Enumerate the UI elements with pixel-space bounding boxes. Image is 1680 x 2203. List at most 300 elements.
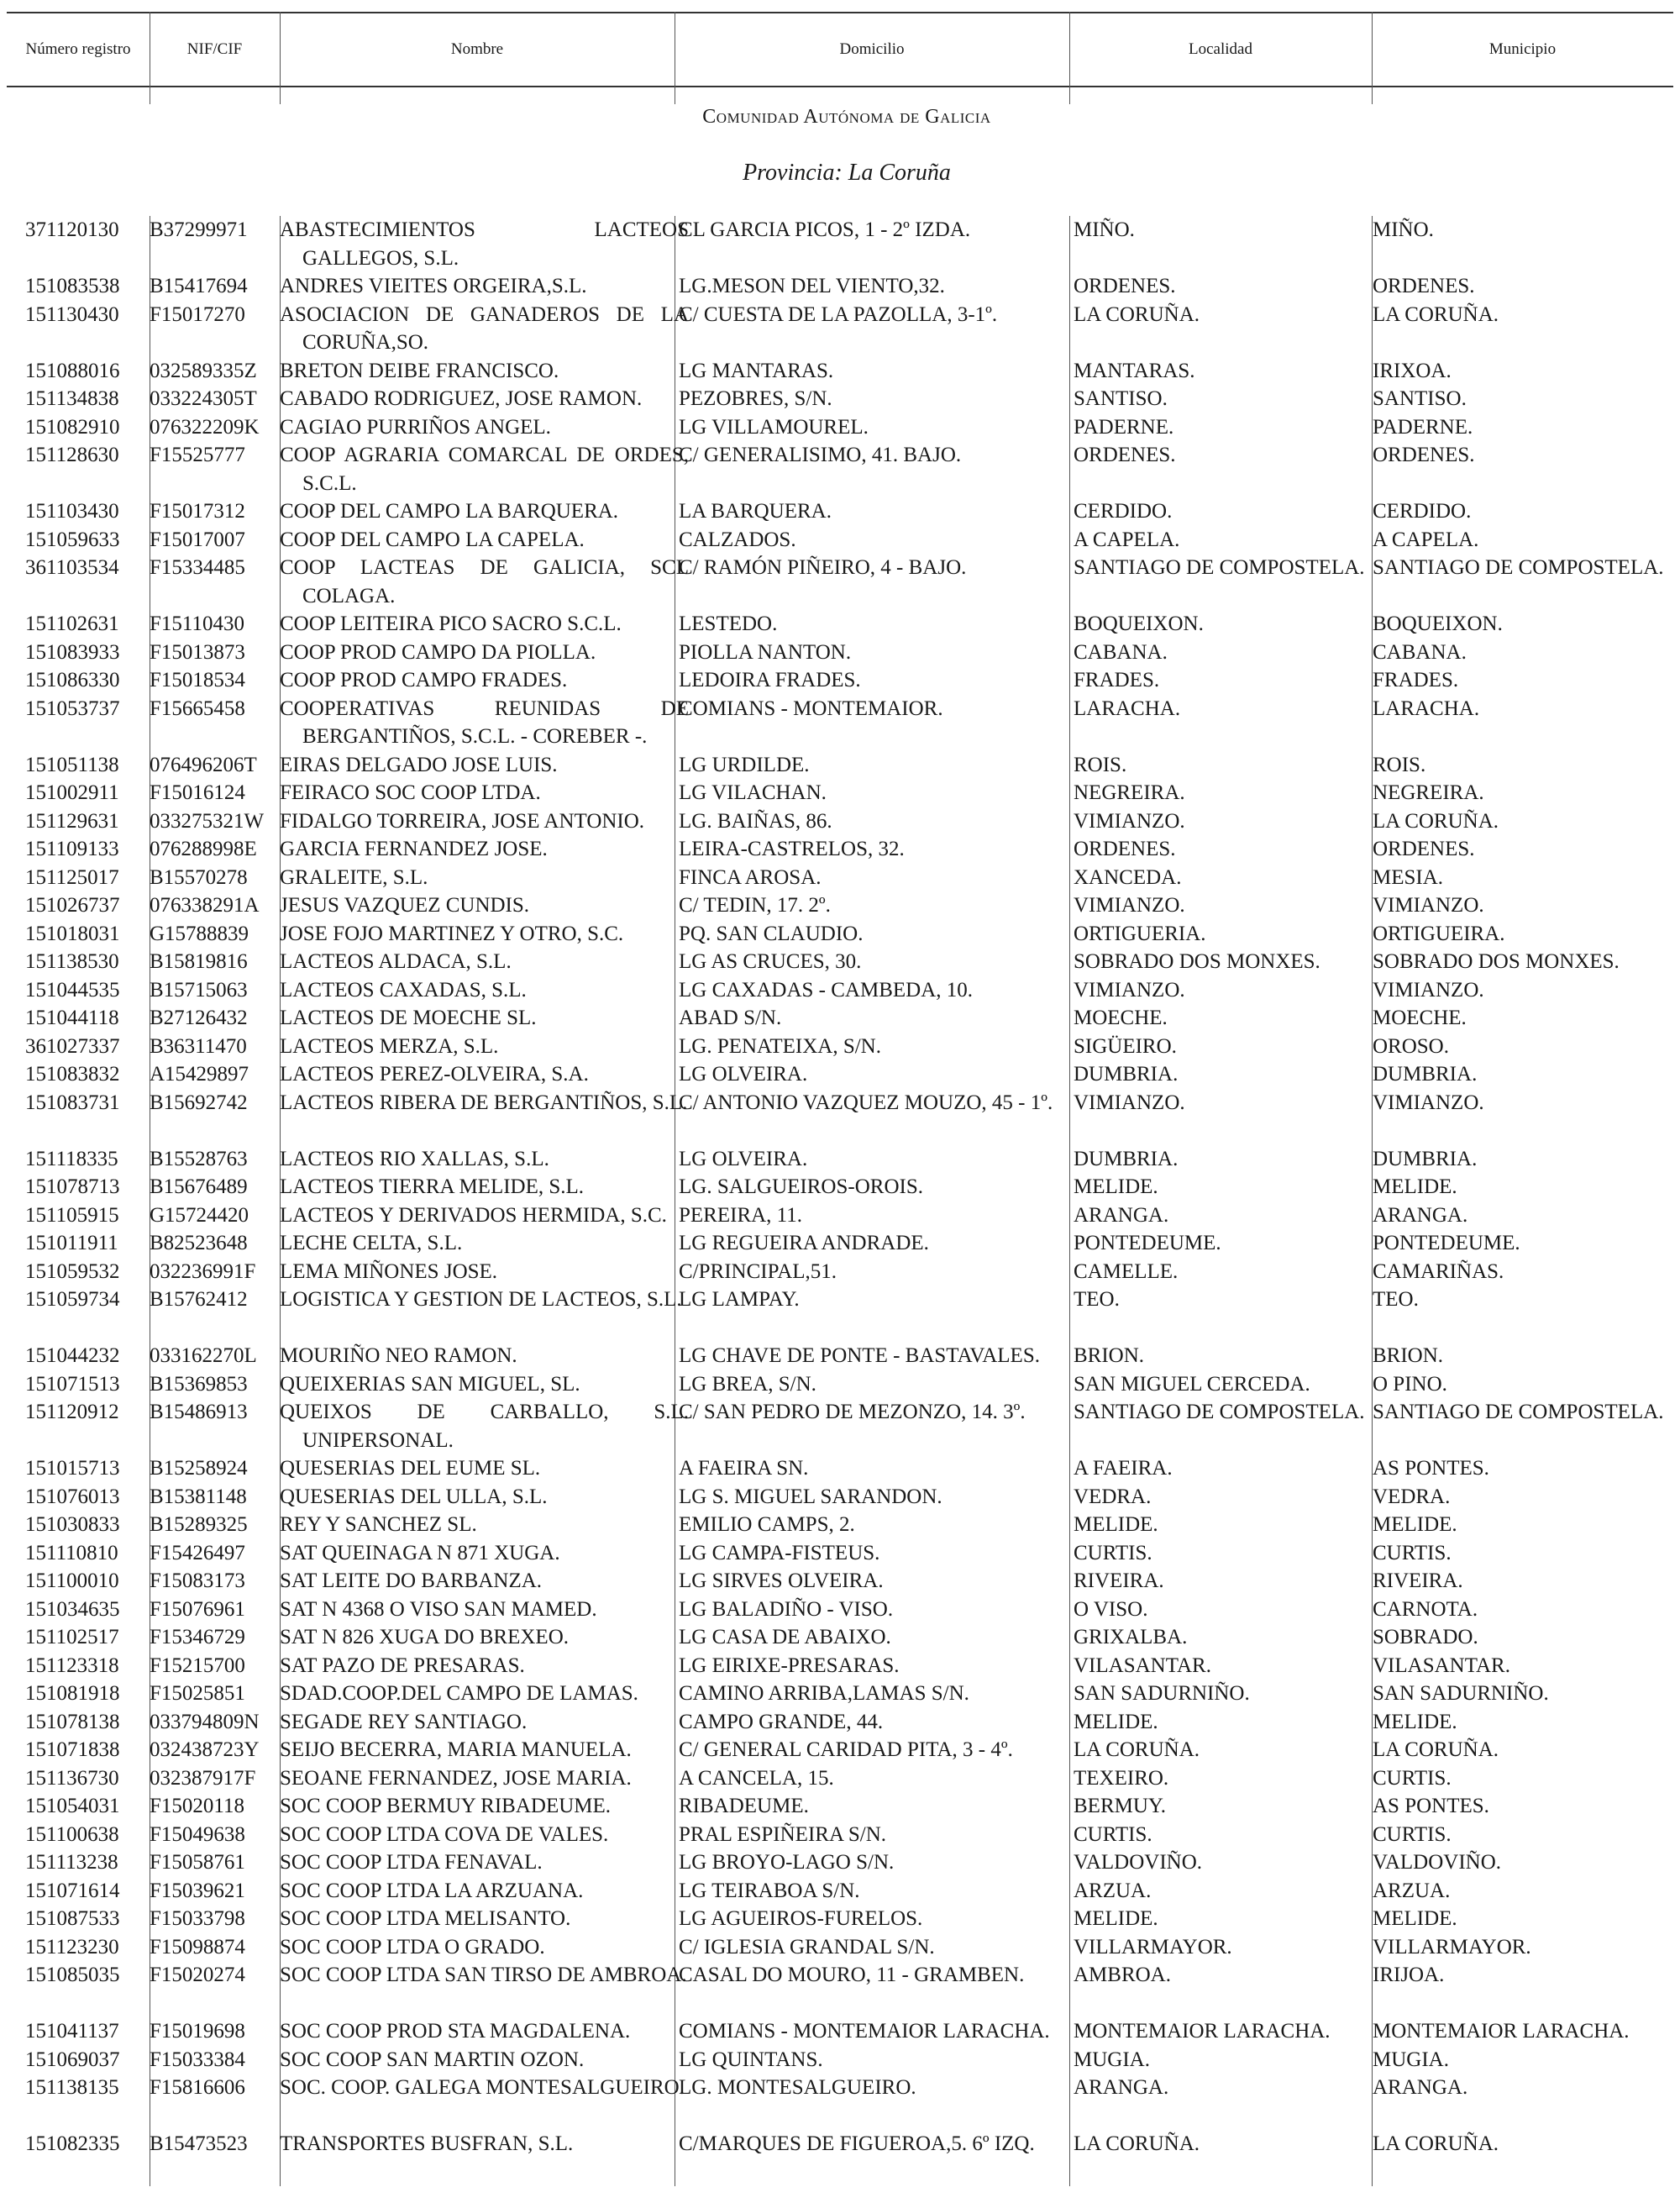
cell-localidad: VILASANTAR. <box>1074 1654 1211 1677</box>
cell-numero-registro: 151138135 <box>25 2076 119 2099</box>
cell-numero-registro: 151051138 <box>25 753 119 776</box>
cell-nombre: LACTEOS MERZA, S.L. <box>280 1034 499 1058</box>
cell-nombre: COOP DEL CAMPO LA CAPELA. <box>280 528 585 551</box>
cell-nombre: SEGADE REY SANTIAGO. <box>280 1710 528 1733</box>
cell-domicilio: CL GARCIA PICOS, 1 - 2º IZDA. <box>679 218 971 241</box>
cell-nombre: TRANSPORTES BUSFRAN, S.L. <box>280 2132 574 2155</box>
cell-nif-cif: 032589335Z <box>150 359 257 382</box>
cell-municipio: CURTIS. <box>1373 1822 1452 1846</box>
cell-localidad: PONTEDEUME. <box>1074 1232 1221 1254</box>
cell-municipio: ROIS. <box>1373 753 1426 776</box>
cell-municipio: ORDENES. <box>1373 444 1475 466</box>
cell-municipio: VILLARMAYOR. <box>1373 1935 1531 1959</box>
table-row <box>7 1033 1673 1061</box>
cell-nombre: SOC COOP LTDA LA ARZUANA. <box>280 1879 584 1902</box>
cell-municipio: VILASANTAR. <box>1373 1654 1510 1677</box>
cell-numero-registro: 151103430 <box>25 500 119 523</box>
cell-localidad: A CAPELA. <box>1074 528 1180 551</box>
cell-numero-registro: 151100010 <box>25 1569 119 1592</box>
cell-localidad: ORDENES. <box>1074 838 1176 860</box>
cell-nombre: SAT N 826 XUGA DO BREXEO. <box>280 1626 570 1648</box>
table-row <box>7 1229 1673 1258</box>
table-row <box>7 413 1673 442</box>
cell-numero-registro: 151123230 <box>25 1935 119 1959</box>
table-row <box>7 1398 1673 1454</box>
cell-domicilio: C/MARQUES DE FIGUEROA,5. 6º IZQ. <box>679 2132 1035 2155</box>
cell-municipio: VIMIANZO. <box>1373 894 1484 917</box>
cell-nif-cif: B15528763 <box>150 1147 248 1170</box>
cell-nif-cif: F15020274 <box>150 1964 245 1986</box>
cell-domicilio: C/ IGLESIA GRANDAL S/N. <box>679 1935 935 1959</box>
cell-nombre: LACTEOS RIBERA DE BERGANTIÑOS, S.L. <box>280 1091 688 1114</box>
cell-municipio: MELIDE. <box>1373 1907 1457 1930</box>
cell-localidad: MELIDE. <box>1074 1907 1158 1930</box>
table-row <box>7 441 1673 497</box>
cell-numero-registro: 151134838 <box>25 387 119 410</box>
cell-localidad: VEDRA. <box>1074 1485 1152 1508</box>
cell-nif-cif: 032387917F <box>150 1766 256 1790</box>
cell-nombre: CABADO RODRIGUEZ, JOSE RAMON. <box>280 387 643 410</box>
cell-localidad: ORDENES. <box>1074 444 1176 466</box>
cell-numero-registro: 361103534 <box>25 556 119 579</box>
cell-numero-registro: 151059532 <box>25 1259 120 1283</box>
cell-municipio: BOQUEIXON. <box>1373 613 1503 635</box>
cell-nombre: CAGIAO PURRIÑOS ANGEL. <box>280 415 551 439</box>
cell-domicilio: C/ SAN PEDRO DE MEZONZO, 14. 3º. <box>679 1401 1026 1423</box>
cell-domicilio: LG VILLAMOUREL. <box>679 415 869 439</box>
cell-nombre: COOP PROD CAMPO FRADES. <box>280 669 568 691</box>
cell-localidad: MELIDE. <box>1074 1175 1158 1198</box>
cell-domicilio: LG AGUEIROS-FURELOS. <box>679 1907 923 1930</box>
cell-nif-cif: 076322209K <box>150 415 260 439</box>
cell-nombre: QUESERIAS DEL ULLA, S.L. <box>280 1485 548 1508</box>
cell-nombre: QUESERIAS DEL EUME SL. <box>280 1457 541 1480</box>
cell-domicilio: PRAL ESPIÑEIRA S/N. <box>679 1822 887 1846</box>
table-row <box>7 301 1673 357</box>
table-row <box>7 1680 1673 1708</box>
cell-nombre: GARCIA FERNANDEZ JOSE. <box>280 838 548 860</box>
cell-nombre: QUEIXERIAS SAN MIGUEL, SL. <box>280 1372 580 1396</box>
cell-nombre: FIDALGO TORREIRA, JOSE ANTONIO. <box>280 809 645 833</box>
cell-nombre: REY Y SANCHEZ SL. <box>280 1513 477 1536</box>
table-row <box>7 1792 1673 1821</box>
cell-nif-cif: B15486913 <box>150 1401 248 1423</box>
cell-municipio: IRIJOA. <box>1373 1964 1445 1986</box>
cell-nif-cif: F15525777 <box>150 444 245 466</box>
cell-domicilio: LG BROYO-LAGO S/N. <box>679 1851 895 1874</box>
table-row <box>7 526 1673 555</box>
cell-localidad: CURTIS. <box>1074 1541 1152 1564</box>
cell-nif-cif: B15570278 <box>150 865 248 889</box>
cell-localidad: MUGIA. <box>1074 2048 1150 2071</box>
cell-municipio: TEO. <box>1373 1288 1419 1311</box>
cell-numero-registro: 151120912 <box>25 1401 119 1423</box>
cell-municipio: RIVEIRA. <box>1373 1569 1463 1592</box>
cell-numero-registro: 151086330 <box>25 669 120 691</box>
cell-localidad: VIMIANZO. <box>1074 978 1185 1002</box>
header-nif-cif: NIF/CIF <box>186 40 243 58</box>
cell-domicilio: LG SIRVES OLVEIRA. <box>679 1569 884 1592</box>
cell-numero-registro: 151128630 <box>25 444 119 466</box>
cell-nif-cif: B37299971 <box>150 218 248 241</box>
column-divider <box>280 12 281 104</box>
cell-nif-cif: F15110430 <box>150 613 244 635</box>
cell-nif-cif: B15715063 <box>150 978 248 1002</box>
table-row <box>7 1483 1673 1512</box>
cell-numero-registro: 151069037 <box>25 2048 120 2071</box>
cell-numero-registro: 151113238 <box>25 1851 118 1874</box>
cell-municipio: SANTISO. <box>1373 387 1467 410</box>
cell-municipio: VEDRA. <box>1373 1485 1451 1508</box>
cell-localidad: CAMELLE. <box>1074 1259 1179 1283</box>
cell-localidad: RIVEIRA. <box>1074 1569 1164 1592</box>
cell-nif-cif: A15429897 <box>150 1063 249 1086</box>
table-row <box>7 1905 1673 1933</box>
cell-municipio: CAMARIÑAS. <box>1373 1259 1504 1283</box>
cell-nombre: COOP PROD CAMPO DA PIOLLA. <box>280 640 596 664</box>
cell-nombre: SAT PAZO DE PRESARAS. <box>280 1654 525 1677</box>
cell-localidad: SIGÜEIRO. <box>1074 1034 1177 1058</box>
cell-localidad: SANTISO. <box>1074 387 1168 410</box>
table-row <box>7 751 1673 780</box>
cell-municipio: LARACHA. <box>1373 697 1480 720</box>
cell-domicilio: LESTEDO. <box>679 613 778 635</box>
cell-nombre: JOSE FOJO MARTINEZ Y OTRO, S.C. <box>280 922 624 945</box>
cell-nif-cif: F15020118 <box>150 1795 244 1817</box>
cell-numero-registro: 151083538 <box>25 275 120 297</box>
cell-domicilio: PQ. SAN CLAUDIO. <box>679 922 864 945</box>
cell-domicilio: PIOLLA NANTON. <box>679 640 852 664</box>
cell-numero-registro: 151002911 <box>25 781 119 804</box>
cell-localidad: CABANA. <box>1074 640 1168 664</box>
cell-numero-registro: 151083832 <box>25 1063 120 1086</box>
cell-numero-registro: 151026737 <box>25 894 120 917</box>
cell-localidad: TEXEIRO. <box>1074 1766 1169 1790</box>
cell-nombre: QUEIXOS DE CARBALLO, S.L. UNIPERSONAL. <box>280 1401 689 1452</box>
cell-localidad: VIMIANZO. <box>1074 809 1185 833</box>
cell-municipio: CURTIS. <box>1373 1541 1452 1564</box>
cell-localidad: LARACHA. <box>1074 697 1181 720</box>
cell-numero-registro: 371120130 <box>25 218 119 241</box>
cell-localidad: TEO. <box>1074 1288 1120 1311</box>
cell-nombre: LACTEOS DE MOECHE SL. <box>280 1007 537 1029</box>
cell-nif-cif: F15665458 <box>150 697 245 720</box>
cell-domicilio: EMILIO CAMPS, 2. <box>679 1513 855 1536</box>
cell-municipio: PADERNE. <box>1373 415 1473 439</box>
cell-nombre: MOURIÑO NEO RAMON. <box>280 1344 517 1367</box>
cell-localidad: BERMUY. <box>1074 1795 1166 1817</box>
cell-numero-registro: 151088016 <box>25 359 120 382</box>
cell-domicilio: CAMPO GRANDE, 44. <box>679 1710 884 1733</box>
cell-domicilio: LG OLVEIRA. <box>679 1147 808 1170</box>
cell-domicilio: C/ GENERAL CARIDAD PITA, 3 - 4º. <box>679 1738 1013 1761</box>
cell-domicilio: A CANCELA, 15. <box>679 1766 834 1790</box>
cell-nombre: ASOCIACION DE GANADEROS DE LA CORUÑA,SO. <box>280 302 689 354</box>
cell-nombre: COOP DEL CAMPO LA BARQUERA. <box>280 500 619 523</box>
cell-localidad: MOECHE. <box>1074 1007 1168 1029</box>
cell-domicilio: LG OLVEIRA. <box>679 1063 808 1086</box>
cell-numero-registro: 151071614 <box>25 1879 120 1902</box>
cell-municipio: ORDENES. <box>1373 275 1475 297</box>
header-numero-registro: Número registro <box>25 40 131 58</box>
table-row <box>7 1848 1673 1877</box>
table-row <box>7 835 1673 864</box>
cell-nombre: SOC COOP BERMUY RIBADEUME. <box>280 1795 612 1817</box>
cell-municipio: MELIDE. <box>1373 1175 1457 1198</box>
cell-nombre: SAT N 4368 O VISO SAN MAMED. <box>280 1597 597 1621</box>
cell-nif-cif: G15724420 <box>150 1203 249 1227</box>
cell-nif-cif: B36311470 <box>150 1034 247 1058</box>
cell-localidad: VALDOVIÑO. <box>1074 1851 1203 1874</box>
cell-nombre: SOC. COOP. GALEGA MONTESALGUEIRO. <box>280 2076 685 2099</box>
cell-nif-cif: 033275321W <box>150 809 265 833</box>
cell-numero-registro: 151081918 <box>25 1682 120 1705</box>
cell-nif-cif: F15016124 <box>150 781 245 804</box>
cell-nif-cif: F15025851 <box>150 1682 245 1705</box>
cell-domicilio: LG CASA DE ABAIXO. <box>679 1626 891 1648</box>
cell-localidad: VIMIANZO. <box>1074 894 1185 917</box>
cell-numero-registro: 151041137 <box>25 2020 119 2043</box>
cell-domicilio: RIBADEUME. <box>679 1795 809 1817</box>
table-row <box>7 1933 1673 1962</box>
cell-domicilio: CASAL DO MOURO, 11 - GRAMBEN. <box>679 1964 1025 1986</box>
cell-domicilio: LG. PENATEIXA, S/N. <box>679 1034 881 1058</box>
cell-domicilio: COMIANS - MONTEMAIOR LARACHA. <box>679 2020 1050 2043</box>
cell-nombre: SAT QUEINAGA N 871 XUGA. <box>280 1541 560 1564</box>
cell-municipio: SOBRADO. <box>1373 1626 1478 1648</box>
cell-numero-registro: 151076013 <box>25 1485 120 1508</box>
cell-localidad: DUMBRIA. <box>1074 1063 1179 1086</box>
cell-numero-registro: 151087533 <box>25 1907 120 1930</box>
cell-nif-cif: F15334485 <box>150 556 245 579</box>
cell-nif-cif: F15058761 <box>150 1851 245 1874</box>
cell-numero-registro: 151030833 <box>25 1513 120 1536</box>
cell-numero-registro: 151105915 <box>25 1203 119 1227</box>
cell-municipio: MESIA. <box>1373 865 1444 889</box>
cell-localidad: LA CORUÑA. <box>1074 1738 1200 1761</box>
cell-nombre: ANDRES VIEITES ORGEIRA,S.L. <box>280 275 587 297</box>
cell-domicilio: C/ ANTONIO VAZQUEZ MOUZO, 45 - 1º. <box>679 1091 1053 1114</box>
cell-localidad: VIMIANZO. <box>1074 1091 1185 1114</box>
cell-municipio: CARNOTA. <box>1373 1597 1478 1621</box>
cell-municipio: CABANA. <box>1373 640 1467 664</box>
cell-domicilio: A FAEIRA SN. <box>679 1457 809 1480</box>
cell-domicilio: LG CAMPA-FISTEUS. <box>679 1541 880 1564</box>
cell-nombre: COOP AGRARIA COMARCAL DE ORDES, S.C.L. <box>280 444 689 495</box>
cell-localidad: SANTIAGO DE COMPOSTELA. <box>1074 556 1365 579</box>
table-row <box>7 1173 1673 1201</box>
cell-domicilio: LA BARQUERA. <box>679 500 832 523</box>
cell-municipio: AS PONTES. <box>1373 1795 1489 1817</box>
cell-domicilio: LG CHAVE DE PONTE - BASTAVALES. <box>679 1344 1040 1367</box>
cell-municipio: LA CORUÑA. <box>1373 809 1499 833</box>
table-row <box>7 1821 1673 1849</box>
cell-localidad: ORDENES. <box>1074 275 1176 297</box>
cell-nif-cif: B15381148 <box>150 1485 247 1508</box>
cell-localidad: FRADES. <box>1074 669 1160 691</box>
cell-numero-registro: 151044535 <box>25 978 120 1002</box>
table-row <box>7 1764 1673 1793</box>
cell-localidad: MONTEMAIOR LARACHA. <box>1074 2020 1331 2043</box>
table-row <box>7 1567 1673 1596</box>
cell-numero-registro: 151130430 <box>25 302 119 326</box>
cell-municipio: MIÑO. <box>1373 218 1434 241</box>
cell-domicilio: FINCA AROSA. <box>679 865 822 889</box>
cell-domicilio: LG. BAIÑAS, 86. <box>679 809 832 833</box>
cell-municipio: CURTIS. <box>1373 1766 1452 1790</box>
cell-domicilio: CAMINO ARRIBA,LAMAS S/N. <box>679 1682 969 1705</box>
cell-municipio: MONTEMAIOR LARACHA. <box>1373 2020 1630 2043</box>
table-row <box>7 2046 1673 2074</box>
table-row <box>7 385 1673 413</box>
cell-municipio: SAN SADURNIÑO. <box>1373 1682 1549 1705</box>
cell-nif-cif: F15033798 <box>150 1907 245 1930</box>
cell-numero-registro: 151085035 <box>25 1964 120 1986</box>
cell-municipio: MUGIA. <box>1373 2048 1449 2071</box>
cell-nif-cif: F15018534 <box>150 669 245 691</box>
cell-nombre: SOC COOP LTDA COVA DE VALES. <box>280 1822 609 1846</box>
table-row <box>7 1652 1673 1680</box>
table-row <box>7 807 1673 836</box>
cell-numero-registro: 151044232 <box>25 1344 120 1367</box>
table-row <box>7 610 1673 639</box>
cell-domicilio: LG S. MIGUEL SARANDON. <box>679 1485 942 1508</box>
cell-numero-registro: 151100638 <box>25 1822 119 1846</box>
registry-table-body <box>7 216 1673 2158</box>
table-row <box>7 1201 1673 1230</box>
cell-domicilio: LG BREA, S/N. <box>679 1372 816 1396</box>
cell-domicilio: LG. MONTESALGUEIRO. <box>679 2076 916 2099</box>
cell-localidad: SAN MIGUEL CERCEDA. <box>1074 1372 1310 1396</box>
cell-localidad: BOQUEIXON. <box>1074 613 1204 635</box>
cell-municipio: SANTIAGO DE COMPOSTELA. <box>1373 556 1664 579</box>
cell-municipio: DUMBRIA. <box>1373 1063 1478 1086</box>
table-row <box>7 1286 1673 1342</box>
cell-domicilio: LEIRA-CASTRELOS, 32. <box>679 838 905 860</box>
table-row <box>7 1060 1673 1089</box>
cell-domicilio: LG LAMPAY. <box>679 1288 800 1311</box>
cell-municipio: ORTIGUEIRA. <box>1373 922 1505 945</box>
cell-nombre: SOC COOP LTDA MELISANTO. <box>280 1907 571 1930</box>
cell-domicilio: LEDOIRA FRADES. <box>679 669 861 691</box>
cell-domicilio: LG. SALGUEIROS-OROIS. <box>679 1175 923 1198</box>
cell-municipio: O PINO. <box>1373 1372 1447 1396</box>
cell-municipio: VIMIANZO. <box>1373 978 1484 1002</box>
cell-nif-cif: F15076961 <box>150 1597 245 1621</box>
cell-localidad: PADERNE. <box>1074 415 1174 439</box>
cell-domicilio: LG VILACHAN. <box>679 781 827 804</box>
table-row <box>7 1961 1673 2017</box>
cell-localidad: LA CORUÑA. <box>1074 2132 1200 2155</box>
community-title: Comunidad Autónoma de Galicia <box>702 106 991 128</box>
cell-domicilio: LG AS CRUCES, 30. <box>679 950 862 973</box>
cell-nif-cif: F15033384 <box>150 2048 245 2071</box>
cell-domicilio: PEZOBRES, S/N. <box>679 387 832 410</box>
table-row <box>7 497 1673 526</box>
table-row <box>7 1539 1673 1568</box>
cell-numero-registro: 151078713 <box>25 1175 120 1198</box>
cell-localidad: NEGREIRA. <box>1074 781 1185 804</box>
cell-municipio: VALDOVIÑO. <box>1373 1851 1502 1874</box>
cell-numero-registro: 151018031 <box>25 922 120 945</box>
cell-nombre: LACTEOS RIO XALLAS, S.L. <box>280 1147 549 1170</box>
cell-nombre: SOC COOP LTDA SAN TIRSO DE AMBROA. <box>280 1964 687 1986</box>
cell-nombre: SDAD.COOP.DEL CAMPO DE LAMAS. <box>280 1682 638 1705</box>
cell-municipio: A CAPELA. <box>1373 528 1479 551</box>
cell-domicilio: LG.MESON DEL VIENTO,32. <box>679 275 945 297</box>
column-divider <box>1069 12 1070 104</box>
cell-localidad: MELIDE. <box>1074 1513 1158 1536</box>
cell-numero-registro: 361027337 <box>25 1034 120 1058</box>
cell-localidad: MIÑO. <box>1074 218 1135 241</box>
table-row <box>7 357 1673 386</box>
cell-nombre: SEIJO BECERRA, MARIA MANUELA. <box>280 1738 632 1761</box>
cell-nif-cif: F15049638 <box>150 1822 245 1846</box>
cell-domicilio: LG REGUEIRA ANDRADE. <box>679 1232 929 1254</box>
cell-domicilio: C/ RAMÓN PIÑEIRO, 4 - BAJO. <box>679 556 967 579</box>
table-row <box>7 1623 1673 1652</box>
header-nombre: Nombre <box>450 40 504 58</box>
cell-municipio: PONTEDEUME. <box>1373 1232 1520 1254</box>
cell-municipio: SANTIAGO DE COMPOSTELA. <box>1373 1401 1664 1423</box>
cell-municipio: OROSO. <box>1373 1034 1449 1058</box>
cell-localidad: ARANGA. <box>1074 1203 1169 1227</box>
table-row <box>7 1454 1673 1483</box>
cell-nif-cif: F15039621 <box>150 1879 245 1902</box>
table-row <box>7 1736 1673 1764</box>
cell-localidad: ROIS. <box>1074 753 1127 776</box>
cell-numero-registro: 151071838 <box>25 1738 120 1761</box>
cell-nif-cif: B15369853 <box>150 1372 248 1396</box>
cell-municipio: LA CORUÑA. <box>1373 1738 1499 1761</box>
cell-numero-registro: 151078138 <box>25 1710 120 1733</box>
cell-nif-cif: 076338291A <box>150 894 260 917</box>
cell-nif-cif: 032438723Y <box>150 1738 260 1761</box>
cell-nombre: LACTEOS TIERRA MELIDE, S.L. <box>280 1175 585 1198</box>
cell-localidad: SAN SADURNIÑO. <box>1074 1682 1250 1705</box>
table-row <box>7 1877 1673 1906</box>
cell-localidad: MANTARAS. <box>1074 359 1195 382</box>
cell-numero-registro: 151102517 <box>25 1626 119 1648</box>
cell-domicilio: LG EIRIXE-PRESARAS. <box>679 1654 900 1677</box>
cell-nif-cif: B15417694 <box>150 275 248 297</box>
table-row <box>7 216 1673 272</box>
cell-nif-cif: 033224305T <box>150 387 257 410</box>
cell-nif-cif: F15215700 <box>150 1654 245 1677</box>
cell-municipio: MOECHE. <box>1373 1007 1467 1029</box>
cell-municipio: ARZUA. <box>1373 1879 1451 1902</box>
cell-nif-cif: 033162270L <box>150 1344 257 1367</box>
cell-nif-cif: F15098874 <box>150 1935 245 1959</box>
cell-nombre: EIRAS DELGADO JOSE LUIS. <box>280 753 558 776</box>
cell-numero-registro: 151015713 <box>25 1457 120 1480</box>
cell-numero-registro: 151125017 <box>25 865 119 889</box>
cell-nif-cif: F15017007 <box>150 528 245 551</box>
header-domicilio: Domicilio <box>839 40 905 58</box>
table-row <box>7 2130 1673 2158</box>
cell-municipio: LA CORUÑA. <box>1373 302 1499 326</box>
cell-domicilio: LG QUINTANS. <box>679 2048 823 2071</box>
cell-nombre: SEOANE FERNANDEZ, JOSE MARIA. <box>280 1766 632 1790</box>
cell-nif-cif: F15346729 <box>150 1626 245 1648</box>
cell-domicilio: LG TEIRABOA S/N. <box>679 1879 860 1902</box>
table-row <box>7 1511 1673 1539</box>
province-title: Provincia: La Coruña <box>743 160 951 186</box>
table-row <box>7 1258 1673 1286</box>
cell-nombre: LECHE CELTA, S.L. <box>280 1232 463 1254</box>
table-row <box>7 864 1673 892</box>
cell-numero-registro: 151011911 <box>25 1232 118 1254</box>
